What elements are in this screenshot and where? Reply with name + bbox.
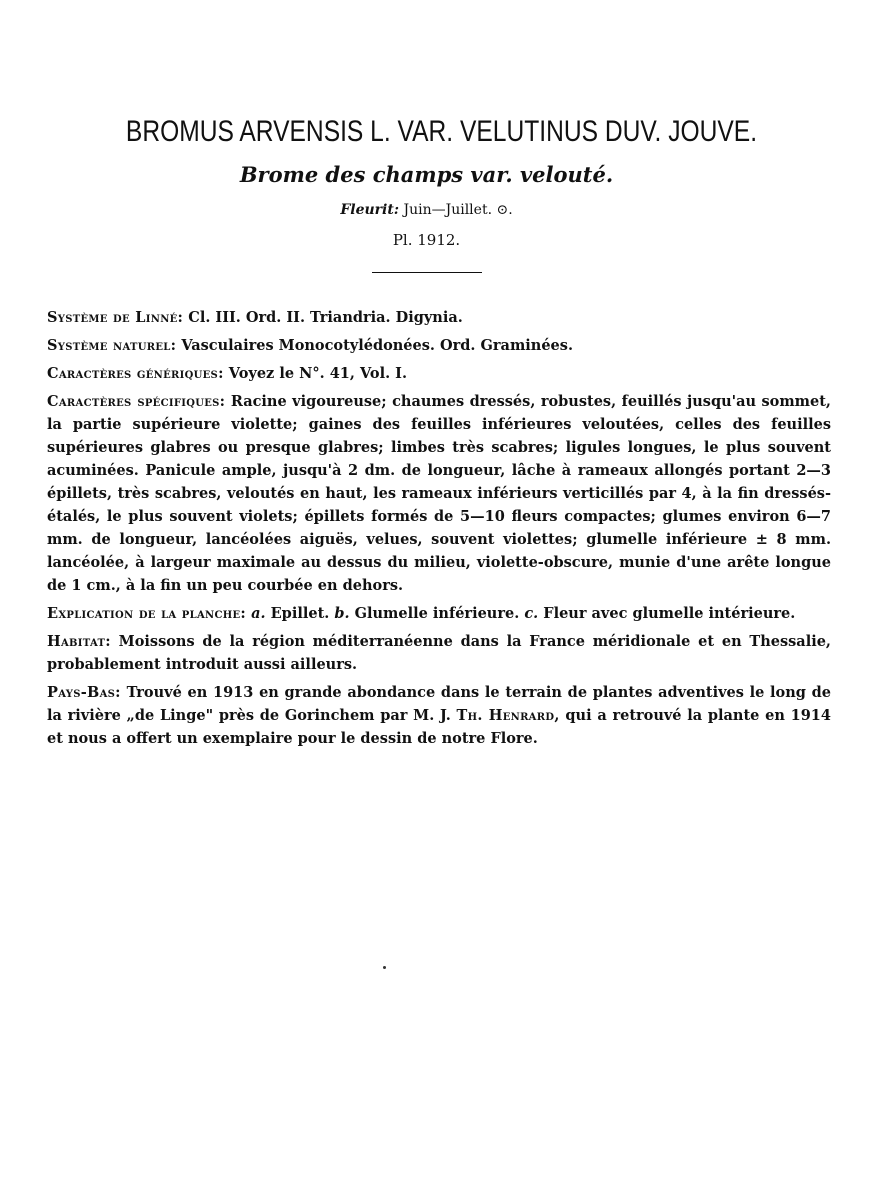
flowering-value: Juin—Juillet. ⊙. — [403, 202, 513, 218]
section-heading: Caractères génériques: — [47, 365, 224, 382]
section-habitat — [47, 630, 831, 676]
section-text: qui a retrouvé la plante en 1914 et nous a offert un exemplaire pour le dessin de notre Flore. — [47, 707, 831, 747]
section-text: Vasculaires Monocotylédonées. Ord. Graminées. — [181, 337, 573, 354]
figure-caption-a: Epillet. — [270, 605, 330, 622]
description-body — [47, 306, 831, 755]
figure-caption-b: Glumelle inférieure. — [354, 605, 520, 622]
section-heading: Habitat: — [47, 633, 111, 650]
section-explication — [47, 602, 831, 625]
section-linne — [47, 306, 831, 329]
section-naturel — [47, 334, 831, 357]
flowering-label: Fleurit: — [340, 202, 400, 218]
figure-caption-c: Fleur avec glumelle intérieure. — [543, 605, 796, 622]
section-heading: Pays-Bas: — [47, 684, 121, 701]
section-text: Trouvé en 1913 en grande abondance dans le terrain de plantes adventives le long de la rivière „de Linge" près de Gorinchem par M. J. — [47, 684, 831, 724]
section-pays-bas — [47, 681, 831, 750]
page-title: BROMUS ARVENSIS L. VAR. VELUTINUS DUV. JOUVE. — [125, 115, 758, 148]
title-divider — [372, 272, 482, 273]
section-text: Cl. III. Ord. II. Triandria. Digynia. — [188, 309, 463, 326]
section-heading: Caractères spécifiques: — [47, 393, 226, 410]
section-heading: Système de Linné: — [47, 309, 184, 326]
figure-letter-b: b. — [334, 605, 350, 622]
plate-number: Pl. 1912. — [392, 231, 461, 249]
section-generiques — [47, 362, 831, 385]
section-heading: Explication de la planche: — [47, 605, 247, 622]
section-text: Moissons de la région méditerranéenne dans la France méridionale et en Thessalie, probablement introduit aussi ailleurs. — [47, 633, 831, 673]
figure-letter-a: a. — [251, 605, 266, 622]
section-specifiques — [47, 390, 831, 597]
section-text: Racine vigoureuse; chaumes dressés, robustes, feuillés jusqu'au sommet, la partie supérieure violette; gaines des feuilles inférieures veloutées, celles des feuilles supérieures glabres ou presque glabres; limbes très scabres; ligules longues, le plus souvent acuminées. Panicule ample, jusqu'à 2 dm. de longueur, lâche à rameaux allongés portant 2—3 épillets, très scabres, veloutés en haut, les rameaux inférieurs verticillés par 4, à la fin dressés-étalés, le plus souvent violets; épillets formés de 5—10 fleurs compactes; glumes environ 6—7 mm. de longueur, lancéolées aiguës, velues, souvent violettes; glumelle inférieure ± 8 mm. lancéolée, à largeur maximale au dessus du milieu, violette-obscure, munie d'une arête longue de 1 cm., à la fin un peu courbée en dehors. — [47, 393, 831, 594]
figure-letter-c: c. — [524, 605, 539, 622]
collector-name: Th. Henrard, — [456, 707, 560, 724]
section-heading: Système naturel: — [47, 337, 177, 354]
flowering-period — [0, 198, 853, 222]
section-text: Voyez le N°. 41, Vol. I. — [228, 365, 408, 382]
print-speck — [383, 966, 386, 969]
common-name: Brome des champs var. velouté. — [239, 162, 614, 187]
